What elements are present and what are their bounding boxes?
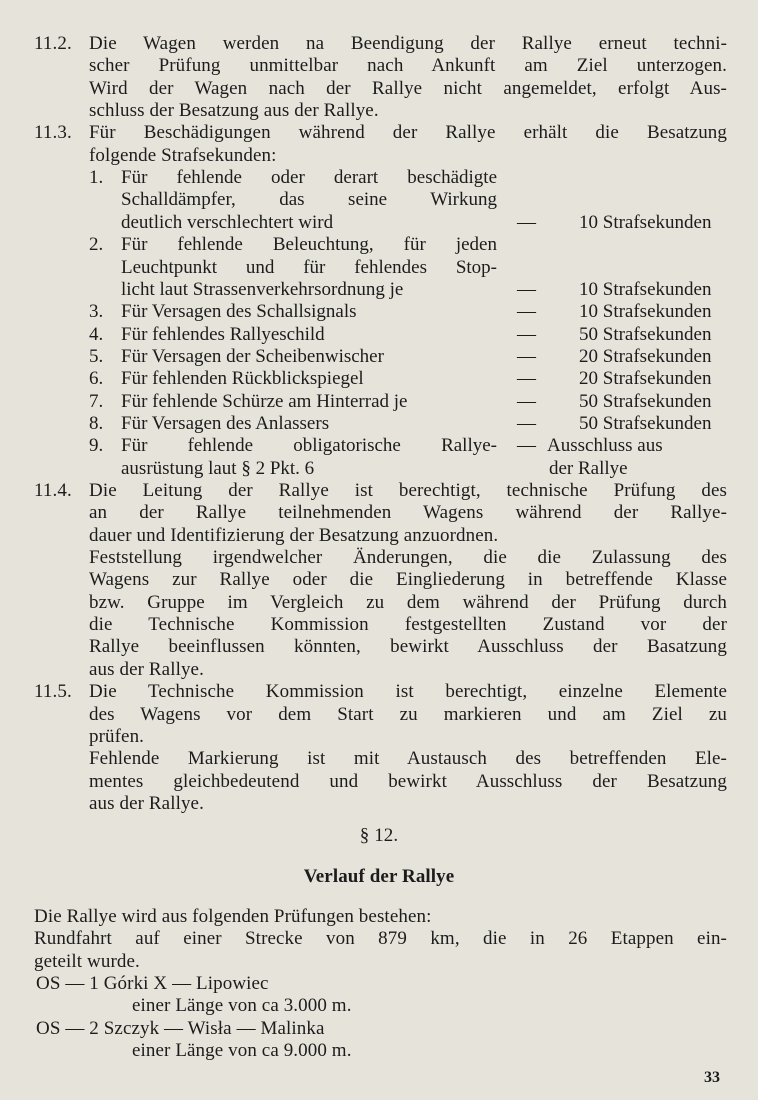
- list-item-number: 7.: [89, 390, 104, 412]
- section-number: 11.2.: [34, 33, 72, 54]
- penalty-value: Ausschluss aus: [547, 435, 663, 457]
- list-item-text: Für fehlende obligatorische Rallye-: [121, 435, 497, 457]
- penalty-value: 50 Strafsekunden: [579, 390, 712, 412]
- text-line: Wird der Wagen nach der Rallye nicht angemeldet, erfolgt Aus-: [89, 77, 727, 99]
- stage-label: OS — 1 Górki X — Lipowiec: [36, 973, 269, 994]
- penalty-value: 50 Strafsekunden: [579, 412, 712, 434]
- text-line: Die Technische Kommission ist berechtigt, einzelne Elemente: [89, 681, 727, 703]
- text-line: des Wagens vor dem Start zu markieren und am Ziel zu: [89, 703, 727, 725]
- list-item-text: deutlich verschlechtert wird: [121, 211, 334, 233]
- text-line: scher Prüfung unmittelbar nach Ankunft am Ziel unterzogen.: [89, 55, 727, 77]
- list-item-text: Schalldämpfer, das seine Wirkung: [121, 189, 497, 211]
- list-item-text: Für fehlende Schürze am Hinterrad je: [121, 390, 408, 412]
- list-item-text: Für Versagen des Schallsignals: [121, 301, 357, 323]
- text-line: schluss der Besatzung aus der Rallye.: [89, 100, 379, 122]
- list-item-text: ausrüstung laut § 2 Pkt. 6: [121, 457, 315, 479]
- text-line: Wagens zur Rallye oder die Eingliederung in betreffende Klasse: [89, 569, 727, 591]
- text-line: bzw. Gruppe im Vergleich zu dem während der Prüfung durch: [89, 591, 727, 613]
- list-item-text: Für fehlende Beleuchtung, für jeden: [121, 234, 497, 256]
- penalty-dash: —: [517, 345, 536, 367]
- list-item-number: 3.: [89, 301, 104, 323]
- penalty-dash: —: [517, 278, 536, 300]
- text-line: prüfen.: [89, 725, 145, 747]
- text-line: die Technische Kommission festgestellten Zustand vor der: [89, 614, 727, 636]
- text-line: dauer und Identifizierung der Besatzung anzuordnen.: [89, 524, 499, 546]
- list-item-text: Für Versagen des Anlassers: [121, 412, 330, 434]
- list-item-text: Für Versagen der Scheibenwischer: [121, 345, 384, 367]
- penalty-dash: —: [517, 435, 536, 457]
- text-line: folgende Strafsekunden:: [89, 144, 277, 166]
- text-line: Rallye beeinflussen könnten, bewirkt Ausschluss der Basatzung: [89, 636, 727, 658]
- penalty-value: 10 Strafsekunden: [579, 211, 712, 233]
- text-line: an der Rallye teilnehmenden Wagens während der Rallye-: [89, 502, 727, 524]
- stage-length: einer Länge von ca 9.000 m.: [132, 1040, 352, 1062]
- list-item-number: 5.: [89, 345, 104, 367]
- stage-length: einer Länge von ca 3.000 m.: [132, 995, 352, 1017]
- list-item-number: 4.: [89, 323, 104, 345]
- text-line: Rundfahrt auf einer Strecke von 879 km, die in 26 Etappen ein-: [34, 928, 727, 950]
- penalty-value: der Rallye: [549, 457, 628, 479]
- penalty-dash: —: [517, 390, 536, 412]
- stage-label: OS — 2 Szczyk — Wisła — Malinka: [36, 1017, 325, 1039]
- penalty-dash: —: [517, 368, 536, 390]
- text-line: Feststellung irgendwelcher Änderungen, die die Zulassung des: [89, 547, 727, 569]
- text-line: mentes gleichbedeutend und bewirkt Ausschluss der Besatzung: [89, 770, 727, 792]
- text-line: aus der Rallye.: [89, 792, 204, 814]
- list-item-text: licht laut Strassenverkehrsordnung je: [121, 278, 404, 300]
- penalty-value: 10 Strafsekunden: [579, 278, 712, 300]
- penalty-dash: —: [517, 412, 536, 434]
- penalty-dash: —: [517, 211, 536, 233]
- list-item-text: Leuchtpunkt und für fehlendes Stop-: [121, 256, 497, 278]
- text-line: Die Wagen werden na Beendigung der Rallye erneut techni-: [89, 33, 727, 54]
- text-line: Die Rallye wird aus folgenden Prüfungen bestehen:: [34, 905, 432, 927]
- list-item-number: 2.: [89, 234, 104, 256]
- list-item-text: Für fehlendes Rallyeschild: [121, 323, 325, 345]
- penalty-dash: —: [517, 301, 536, 323]
- section-number: 11.3.: [34, 122, 72, 144]
- section-heading: Verlauf der Rallye: [303, 865, 455, 887]
- penalty-value: 10 Strafsekunden: [579, 301, 712, 323]
- penalty-value: 20 Strafsekunden: [579, 368, 712, 390]
- section-number: 11.5.: [34, 681, 72, 703]
- text-line: geteilt wurde.: [34, 950, 140, 972]
- list-item-number: 8.: [89, 412, 104, 434]
- penalty-value: 50 Strafsekunden: [579, 323, 712, 345]
- list-item-number: 6.: [89, 368, 104, 390]
- section-number: 11.4.: [34, 480, 72, 501]
- text-line: Die Leitung der Rallye ist berechtigt, technische Prüfung des: [89, 480, 727, 501]
- list-item-number: 9.: [89, 435, 104, 457]
- list-item-number: 1.: [89, 167, 104, 189]
- page-number: 33: [704, 1069, 720, 1086]
- penalty-value: 20 Strafsekunden: [579, 345, 712, 367]
- text-line: aus der Rallye.: [89, 658, 204, 680]
- text-line: Für Beschädigungen während der Rallye erhält die Besatzung: [89, 122, 727, 144]
- text-line: Fehlende Markierung ist mit Austausch des betreffenden Ele-: [89, 748, 727, 770]
- list-item-text: Für fehlende oder derart beschädigte: [121, 167, 497, 189]
- paragraph-mark: § 12.: [359, 825, 399, 847]
- penalty-dash: —: [517, 323, 536, 345]
- list-item-text: Für fehlenden Rückblickspiegel: [121, 368, 364, 390]
